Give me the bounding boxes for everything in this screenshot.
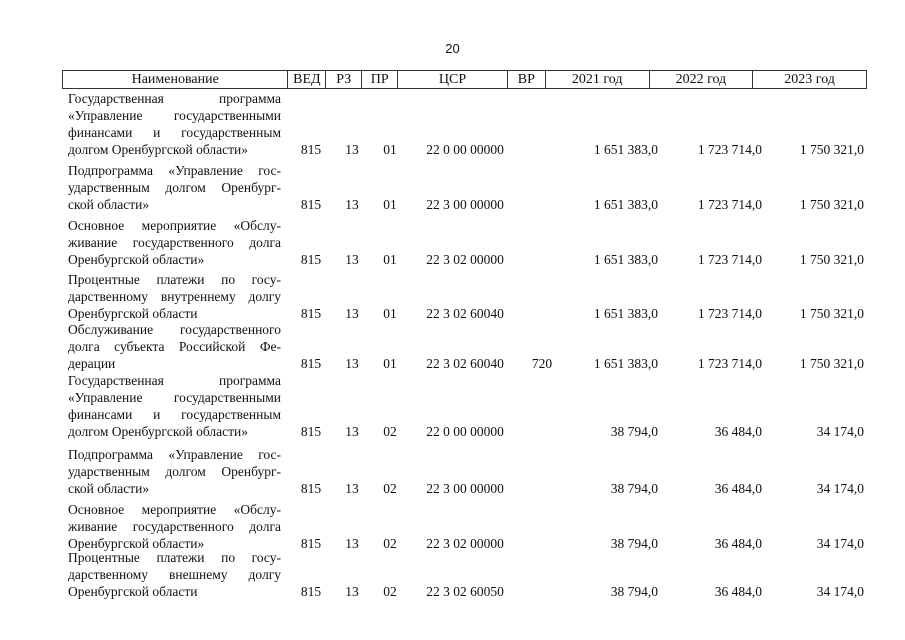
row-rz: 13 xyxy=(345,536,359,551)
table-row xyxy=(0,501,905,552)
row-value-2023: 1 750 321,0 xyxy=(799,356,864,371)
row-value-2023: 1 750 321,0 xyxy=(799,252,864,267)
row-name-line: Оренбургской области» xyxy=(68,536,205,551)
row-value-2021: 38 794,0 xyxy=(610,536,658,551)
row-pr: 01 xyxy=(383,197,397,212)
row-value-2022: 36 484,0 xyxy=(714,584,762,599)
row-value-2023: 34 174,0 xyxy=(816,424,864,439)
row-name-line: ударственным долгом Оренбург- xyxy=(68,464,281,479)
row-ved: 815 xyxy=(300,197,322,212)
row-csr: 22 3 02 60050 xyxy=(426,584,504,599)
row-value-2022: 1 723 714,0 xyxy=(697,197,762,212)
row-name-line: Процентные платежи по госу- xyxy=(68,272,281,287)
row-name xyxy=(68,446,281,497)
table-row xyxy=(0,372,905,440)
row-name-line: «Управление государственными xyxy=(68,108,281,123)
row-name-line: финансами и государственным xyxy=(68,125,281,140)
row-name-line: Оренбургской области xyxy=(68,584,198,599)
row-value-2023: 34 174,0 xyxy=(816,481,864,496)
row-name-line: ской области» xyxy=(68,197,150,212)
row-csr: 22 3 00 00000 xyxy=(426,197,504,212)
row-pr: 02 xyxy=(383,536,397,551)
column-header-2022: 2022 год xyxy=(649,71,753,88)
row-pr: 02 xyxy=(383,584,397,599)
row-rz: 13 xyxy=(345,356,359,371)
row-name xyxy=(68,501,281,552)
row-value-2021: 1 651 383,0 xyxy=(593,197,658,212)
row-value-2021: 1 651 383,0 xyxy=(593,306,658,321)
row-value-2021: 1 651 383,0 xyxy=(593,252,658,267)
column-header-pr: ПР xyxy=(361,71,397,88)
row-name-line: Обслуживание государственного xyxy=(68,322,281,337)
row-csr: 22 3 00 00000 xyxy=(426,481,504,496)
row-name-line: дарственному внешнему долгу xyxy=(68,567,281,582)
row-name-line: ударственным долгом Оренбург- xyxy=(68,180,281,195)
row-name-line: Процентные платежи по госу- xyxy=(68,550,281,565)
table-row xyxy=(0,217,905,268)
row-pr: 01 xyxy=(383,142,397,157)
row-name xyxy=(68,90,281,158)
row-name-line: Оренбургской области xyxy=(68,306,198,321)
row-value-2021: 38 794,0 xyxy=(610,424,658,439)
row-name-line: живание государственного долга xyxy=(68,519,281,534)
column-header-2021: 2021 год xyxy=(545,71,649,88)
row-name-line: финансами и государственным xyxy=(68,407,281,422)
row-name xyxy=(68,321,281,372)
row-vr: 720 xyxy=(531,356,553,371)
row-name xyxy=(68,372,281,440)
row-pr: 01 xyxy=(383,252,397,267)
row-name xyxy=(68,549,281,600)
row-name-line: долгом Оренбургской области» xyxy=(68,142,248,157)
page-number: 20 xyxy=(445,41,460,56)
row-pr: 02 xyxy=(383,424,397,439)
row-rz: 13 xyxy=(345,306,359,321)
row-name-line: дерации xyxy=(68,356,116,371)
row-name-line: Оренбургской области» xyxy=(68,252,205,267)
row-value-2022: 36 484,0 xyxy=(714,536,762,551)
row-ved: 815 xyxy=(300,536,322,551)
row-rz: 13 xyxy=(345,481,359,496)
row-value-2022: 1 723 714,0 xyxy=(697,252,762,267)
row-value-2021: 38 794,0 xyxy=(610,481,658,496)
row-name-line: Подпрограмма «Управление гос- xyxy=(68,163,281,178)
row-name-line: Подпрограмма «Управление гос- xyxy=(68,447,281,462)
table-row xyxy=(0,446,905,497)
row-value-2022: 36 484,0 xyxy=(714,424,762,439)
row-rz: 13 xyxy=(345,424,359,439)
row-value-2022: 1 723 714,0 xyxy=(697,142,762,157)
row-value-2023: 1 750 321,0 xyxy=(799,306,864,321)
row-ved: 815 xyxy=(300,584,322,599)
row-name-line: ской области» xyxy=(68,481,150,496)
row-value-2021: 1 651 383,0 xyxy=(593,356,658,371)
row-value-2022: 1 723 714,0 xyxy=(697,306,762,321)
row-ved: 815 xyxy=(300,306,322,321)
row-csr: 22 3 02 60040 xyxy=(426,356,504,371)
row-rz: 13 xyxy=(345,197,359,212)
column-header-ved: ВЕД xyxy=(287,71,325,88)
row-name-line: долгом Оренбургской области» xyxy=(68,424,248,439)
row-name-line: долга субъекта Российской Фе- xyxy=(68,339,281,354)
row-name-line: живание государственного долга xyxy=(68,235,281,250)
row-value-2023: 1 750 321,0 xyxy=(799,142,864,157)
row-rz: 13 xyxy=(345,584,359,599)
row-name-line: «Управление государственными xyxy=(68,390,281,405)
column-header-csr: ЦСР xyxy=(397,71,507,88)
row-value-2023: 34 174,0 xyxy=(816,584,864,599)
row-ved: 815 xyxy=(300,481,322,496)
row-name xyxy=(68,271,281,322)
row-csr: 22 0 00 00000 xyxy=(426,142,504,157)
table-row xyxy=(0,321,905,372)
row-value-2022: 36 484,0 xyxy=(714,481,762,496)
row-name-line: Основное мероприятие «Обслу- xyxy=(68,218,281,233)
row-ved: 815 xyxy=(300,252,322,267)
row-csr: 22 0 00 00000 xyxy=(426,424,504,439)
row-name-line: Государственная программа xyxy=(68,373,281,388)
column-header-name: Наименование xyxy=(131,72,219,87)
row-ved: 815 xyxy=(300,356,322,371)
table-row xyxy=(0,162,905,213)
row-pr: 01 xyxy=(383,306,397,321)
row-csr: 22 3 02 00000 xyxy=(426,252,504,267)
row-pr: 01 xyxy=(383,356,397,371)
row-value-2021: 1 651 383,0 xyxy=(593,142,658,157)
row-name-line: Основное мероприятие «Обслу- xyxy=(68,502,281,517)
row-name xyxy=(68,217,281,268)
row-value-2023: 1 750 321,0 xyxy=(799,197,864,212)
row-value-2023: 34 174,0 xyxy=(816,536,864,551)
column-header-2023: 2023 год xyxy=(752,71,866,88)
row-ved: 815 xyxy=(300,424,322,439)
row-name xyxy=(68,162,281,213)
row-value-2021: 38 794,0 xyxy=(610,584,658,599)
row-csr: 22 3 02 00000 xyxy=(426,536,504,551)
row-value-2022: 1 723 714,0 xyxy=(697,356,762,371)
table-row xyxy=(0,90,905,158)
table-row xyxy=(0,549,905,600)
column-header-rz: РЗ xyxy=(325,71,361,88)
column-header-vr: ВР xyxy=(507,71,545,88)
row-rz: 13 xyxy=(345,252,359,267)
row-name-line: Государственная программа xyxy=(68,91,281,106)
row-rz: 13 xyxy=(345,142,359,157)
row-name-line: дарственному внутреннему долгу xyxy=(68,289,281,304)
row-ved: 815 xyxy=(300,142,322,157)
row-csr: 22 3 02 60040 xyxy=(426,306,504,321)
table-header xyxy=(62,70,867,89)
row-pr: 02 xyxy=(383,481,397,496)
table-row xyxy=(0,271,905,322)
